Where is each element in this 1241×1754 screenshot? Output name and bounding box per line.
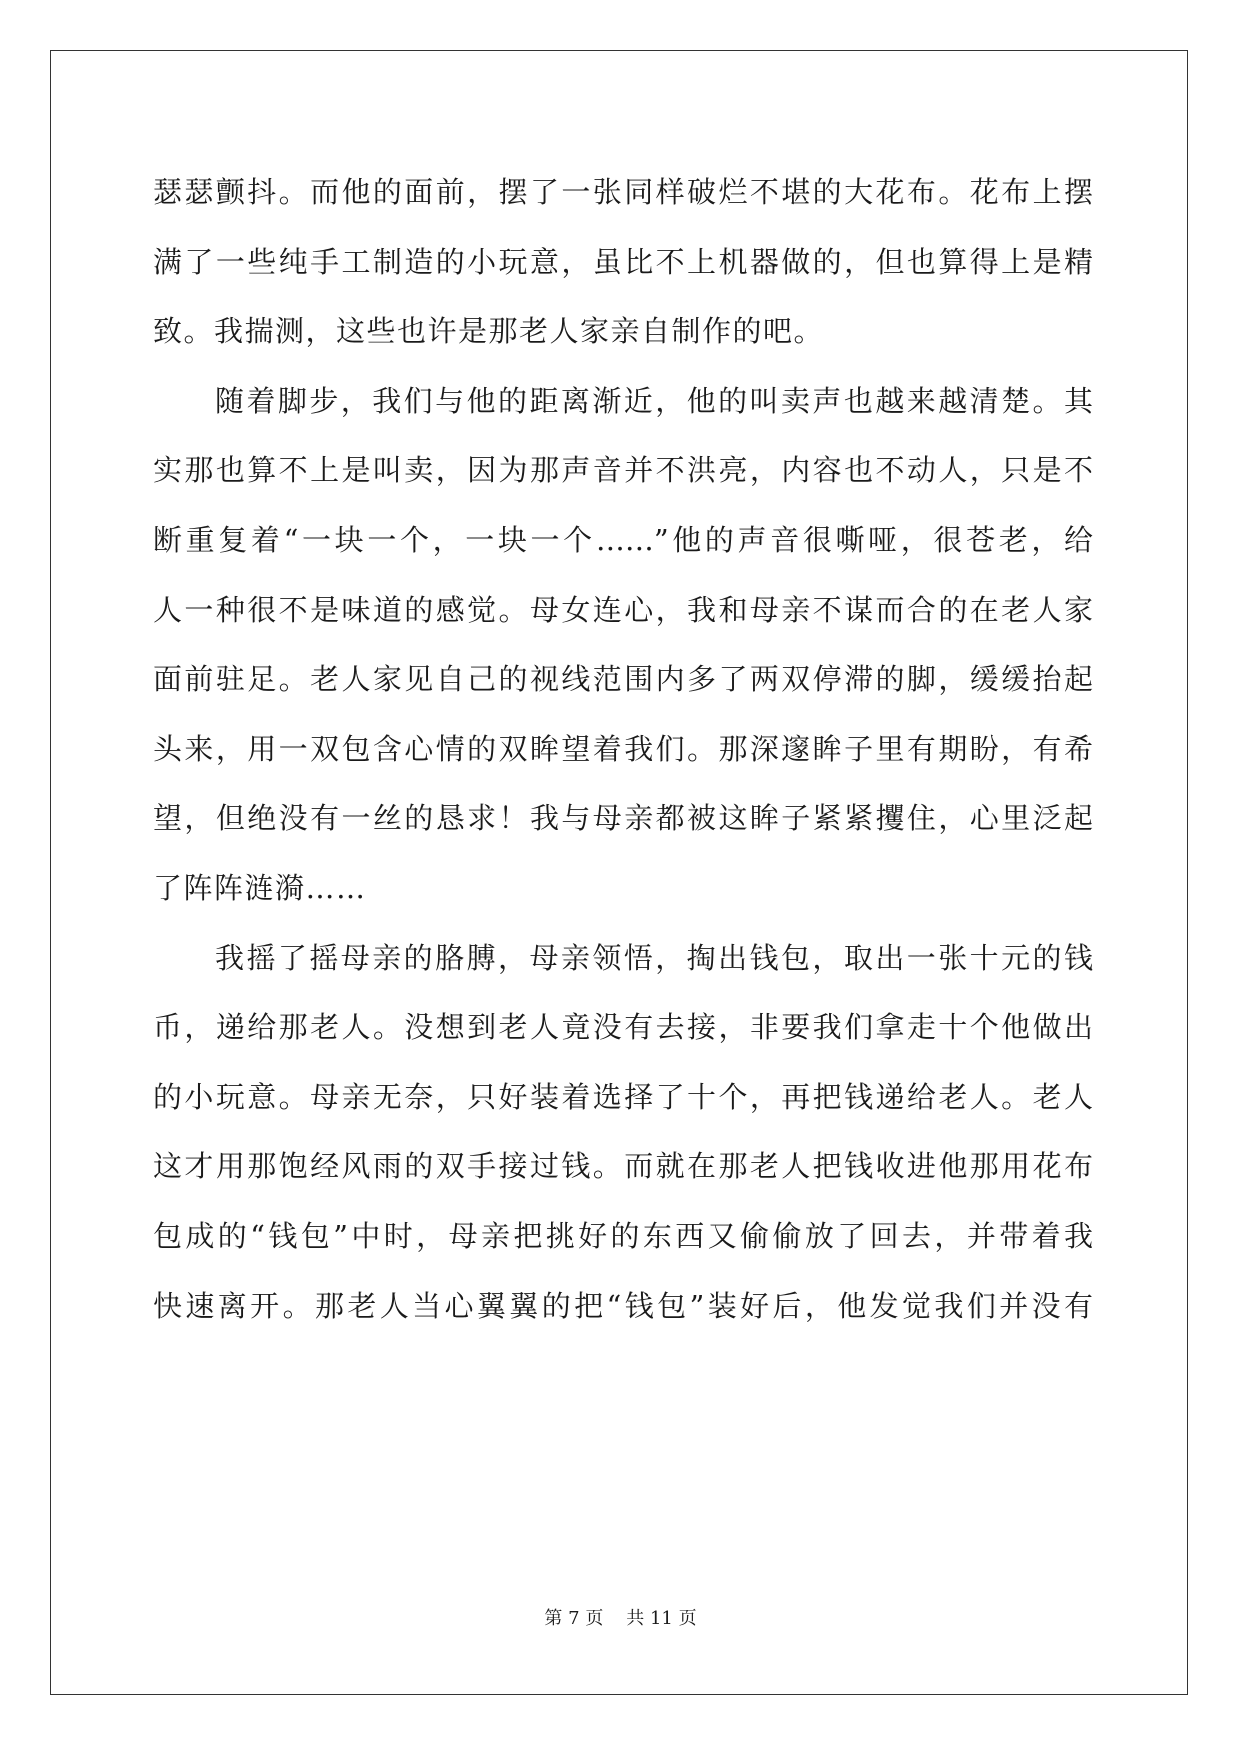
text-line: 包成的“钱包”中时，母亲把挑好的东西又偷偷放了回去，并带着我: [153, 1218, 1093, 1253]
text-line: 满了一些纯手工制造的小玩意，虽比不上机器做的，但也算得上是精: [153, 244, 1093, 279]
text-line: 瑟瑟颤抖。而他的面前，摆了一张同样破烂不堪的大花布。花布上摆: [153, 175, 1093, 209]
text-line: 币，递给那老人。没想到老人竟没有去接，非要我们拿走十个他做出: [153, 1010, 1093, 1045]
text-line: 我摇了摇母亲的胳膊，母亲领悟，掏出钱包，取出一张十元的钱: [215, 940, 1093, 975]
text-line: 实那也算不上是叫卖，因为那声音并不洪亮，内容也不动人，只是不: [153, 453, 1093, 488]
document-body: [153, 158, 1093, 1341]
text-line: 望，但绝没有一丝的恳求！我与母亲都被这眸子紧紧攫住，心里泛起: [153, 801, 1093, 836]
text-line: 断重复着“一块一个，一块一个……”他的声音很嘶哑，很苍老，给: [153, 522, 1093, 557]
text-line: 随着脚步，我们与他的距离渐近，他的叫卖声也越来越清楚。其: [215, 383, 1093, 418]
text-line: 人一种很不是味道的感觉。母女连心，我和母亲不谋而合的在老人家: [153, 592, 1093, 627]
text-line: 快速离开。那老人当心翼翼的把“钱包”装好后，他发觉我们并没有: [153, 1288, 1093, 1323]
page-footer: [0, 1607, 1241, 1631]
text-line: 头来，用一双包含心情的双眸望着我们。那深邃眸子里有期盼，有希: [153, 731, 1093, 766]
page-total: 共 11 页: [626, 1608, 697, 1629]
text-line: 这才用那饱经风雨的双手接过钱。而就在那老人把钱收进他那用花布: [153, 1149, 1093, 1184]
text-line: 致。我揣测，这些也许是那老人家亲自制作的吧。: [153, 314, 825, 349]
text-line: 了阵阵涟漪……: [153, 870, 367, 905]
text-line: 面前驻足。老人家见自己的视线范围内多了两双停滞的脚，缓缓抬起: [153, 662, 1093, 697]
text-line: 的小玩意。母亲无奈，只好装着选择了十个，再把钱递给老人。老人: [153, 1079, 1093, 1114]
page-number: 第 7 页: [544, 1608, 604, 1629]
